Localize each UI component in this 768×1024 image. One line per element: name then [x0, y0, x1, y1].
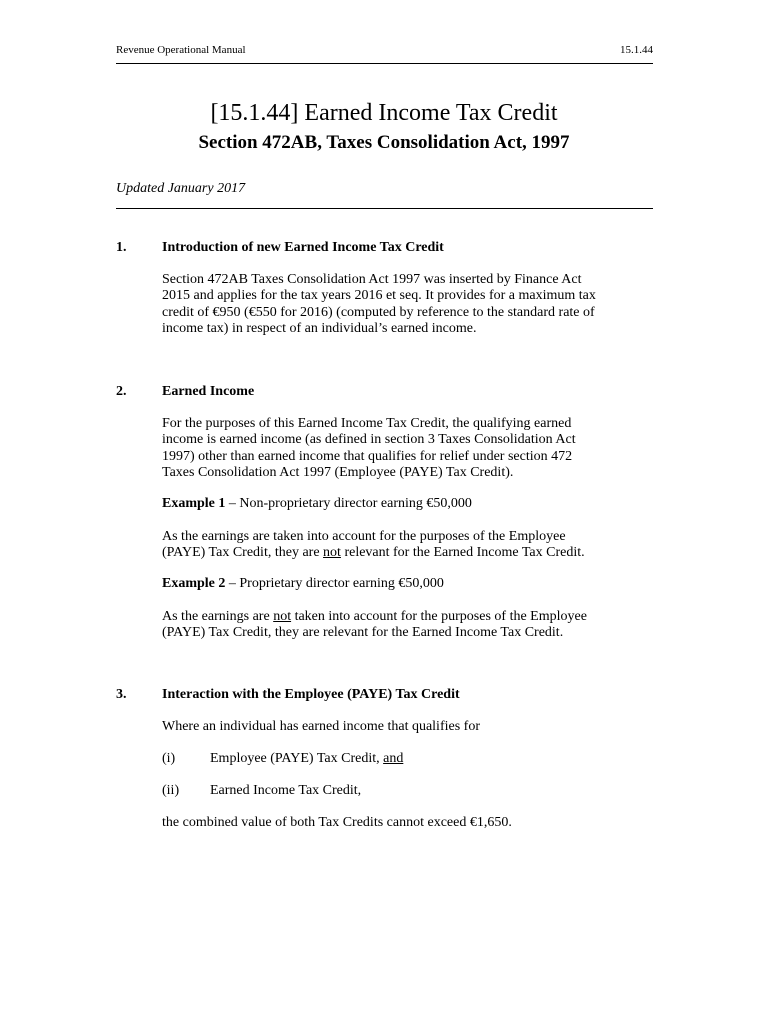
- example-2-heading: [162, 576, 444, 592]
- section-2-line: Taxes Consolidation Act 1997 (Employee (PAYE) Tax Credit).: [162, 465, 514, 480]
- example-1-heading: [162, 496, 472, 512]
- list-item-marker: (ii): [162, 783, 180, 798]
- page-title: [15.1.44] Earned Income Tax Credit: [210, 100, 558, 126]
- example-2-label: Example 2: [162, 576, 226, 591]
- section-2-line: income is earned income (as defined in section 3 Taxes Consolidation Act: [162, 432, 576, 447]
- section-1-line: income tax) in respect of an individual’s earned income.: [162, 321, 477, 336]
- example-2-line: (PAYE) Tax Credit, they are relevant for the Earned Income Tax Credit.: [162, 625, 564, 640]
- section-3-number: 3.: [116, 687, 127, 702]
- running-header-title: Revenue Operational Manual: [116, 44, 246, 56]
- section-1-line: 2015 and applies for the tax years 2016 et seq. It provides for a maximum tax: [162, 288, 596, 303]
- page-subtitle: Section 472AB, Taxes Consolidation Act, 1997: [198, 132, 570, 153]
- example-1-label: Example 1: [162, 496, 226, 511]
- example-2-description: – Proprietary director earning €50,000: [225, 576, 444, 591]
- example-2-text: As the earnings are: [162, 609, 274, 624]
- example-1-description: – Non-proprietary director earning €50,000: [225, 496, 472, 511]
- section-3-heading: Interaction with the Employee (PAYE) Tax Credit: [162, 687, 460, 702]
- emphasis-and: and: [383, 751, 404, 766]
- emphasis-not: not: [323, 545, 341, 560]
- emphasis-not: not: [273, 609, 292, 624]
- list-item-text: Employee (PAYE) Tax Credit,: [210, 751, 384, 766]
- header-divider: [116, 63, 653, 64]
- example-1-line: [162, 545, 585, 561]
- section-3-closing: the combined value of both Tax Credits cannot exceed €1,650.: [162, 815, 512, 830]
- title-divider: [116, 208, 653, 209]
- example-1-line: As the earnings are taken into account for the purposes of the Employee: [162, 529, 566, 544]
- section-3-intro: Where an individual has earned income that qualifies for: [162, 719, 480, 734]
- example-1-text: (PAYE) Tax Credit, they are: [162, 545, 324, 560]
- list-item-marker: (i): [162, 751, 176, 766]
- section-1-heading: Introduction of new Earned Income Tax Credit: [162, 240, 444, 255]
- section-2-line: For the purposes of this Earned Income Tax Credit, the qualifying earned: [162, 416, 572, 431]
- example-2-text: taken into account for the purposes of the Employee: [291, 609, 587, 624]
- running-header-reference: 15.1.44: [620, 44, 653, 56]
- section-2-heading: Earned Income: [162, 384, 255, 399]
- example-1-text: relevant for the Earned Income Tax Credit.: [340, 545, 585, 560]
- section-2-number: 2.: [116, 384, 127, 399]
- list-item: [210, 751, 403, 767]
- example-2-line: [162, 609, 587, 625]
- section-1-line: credit of €950 (€550 for 2016) (computed by reference to the standard rate of: [162, 305, 595, 320]
- section-1-number: 1.: [116, 240, 127, 255]
- section-1-line: Section 472AB Taxes Consolidation Act 1997 was inserted by Finance Act: [162, 272, 582, 287]
- updated-date: Updated January 2017: [116, 181, 246, 196]
- list-item: Earned Income Tax Credit,: [210, 783, 362, 798]
- section-2-line: 1997) other than earned income that qualifies for relief under section 472: [162, 449, 573, 464]
